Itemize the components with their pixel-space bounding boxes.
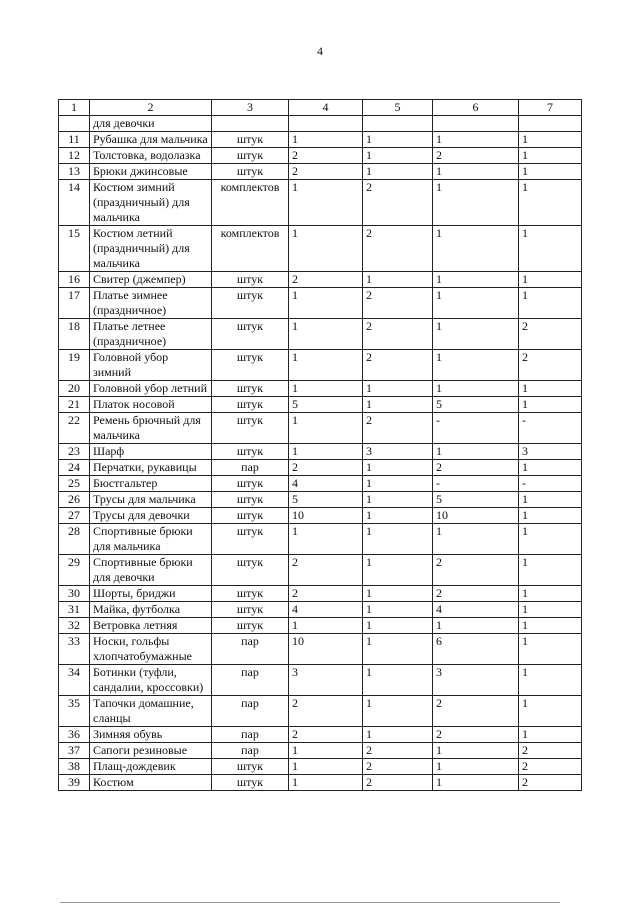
table-row xyxy=(59,665,582,696)
row-number-cell: 19 xyxy=(59,350,90,381)
col-5-value-cell: 1 xyxy=(363,508,433,524)
col-4-value-cell: 2 xyxy=(289,586,363,602)
col-7-value-cell: 1 xyxy=(519,555,582,586)
col-6-value-cell: 5 xyxy=(433,397,519,413)
table-row xyxy=(59,164,582,180)
table-row xyxy=(59,397,582,413)
col-4-value-cell: 1 xyxy=(289,524,363,555)
col-5-value-cell: 2 xyxy=(363,775,433,791)
col-4-value-cell: 2 xyxy=(289,555,363,586)
table-row xyxy=(59,743,582,759)
col-7-value-cell: 1 xyxy=(519,586,582,602)
col-4-value-cell: 1 xyxy=(289,775,363,791)
unit-cell xyxy=(212,116,289,132)
page-number: 4 xyxy=(317,44,323,58)
col-4-value-cell: 1 xyxy=(289,381,363,397)
col-7-value-cell: 1 xyxy=(519,524,582,555)
col-5-value-cell: 2 xyxy=(363,288,433,319)
row-number-cell: 12 xyxy=(59,148,90,164)
unit-cell: штук xyxy=(212,586,289,602)
col-7-value-cell: 1 xyxy=(519,460,582,476)
col-6-value-cell: 1 xyxy=(433,444,519,460)
item-name-cell: Сапоги резиновые xyxy=(90,743,212,759)
item-name-cell: Костюм зимний (праздничный) для мальчика xyxy=(90,180,212,226)
col-5-value-cell: 1 xyxy=(363,272,433,288)
col-4-value-cell: 1 xyxy=(289,226,363,272)
col-5-value-cell: 1 xyxy=(363,148,433,164)
col-4-value-cell: 5 xyxy=(289,397,363,413)
row-number-cell: 37 xyxy=(59,743,90,759)
row-number-cell: 34 xyxy=(59,665,90,696)
item-name-cell: Платок носовой xyxy=(90,397,212,413)
col-6-value-cell: 1 xyxy=(433,132,519,148)
col-5-value-cell: 1 xyxy=(363,492,433,508)
row-number-cell: 18 xyxy=(59,319,90,350)
row-number-cell: 20 xyxy=(59,381,90,397)
col-4-value-cell: 10 xyxy=(289,634,363,665)
table-row xyxy=(59,288,582,319)
col-4-value-cell: 1 xyxy=(289,743,363,759)
clothing-norms-table xyxy=(58,99,582,791)
col-5-value-cell xyxy=(363,116,433,132)
col-4-value-cell: 2 xyxy=(289,272,363,288)
item-name-cell: Спортивные брюки для мальчика xyxy=(90,524,212,555)
unit-cell: штук xyxy=(212,602,289,618)
table-row xyxy=(59,381,582,397)
item-name-cell: Брюки джинсовые xyxy=(90,164,212,180)
row-number-cell: 11 xyxy=(59,132,90,148)
unit-cell: штук xyxy=(212,508,289,524)
table-row xyxy=(59,413,582,444)
col-7-value-cell: 1 xyxy=(519,696,582,727)
row-number-cell: 17 xyxy=(59,288,90,319)
col-5-value-cell: 2 xyxy=(363,743,433,759)
col-5-value-cell: 1 xyxy=(363,665,433,696)
unit-cell: пар xyxy=(212,460,289,476)
col-5-value-cell: 2 xyxy=(363,226,433,272)
col-6-value-cell xyxy=(433,116,519,132)
item-name-cell: Свитер (джемпер) xyxy=(90,272,212,288)
row-number-cell: 16 xyxy=(59,272,90,288)
col-7-value-cell: 1 xyxy=(519,180,582,226)
col-5-value-cell: 2 xyxy=(363,180,433,226)
table-row xyxy=(59,148,582,164)
row-number-cell: 13 xyxy=(59,164,90,180)
col-6-value-cell: 1 xyxy=(433,288,519,319)
col-6-value-cell: - xyxy=(433,413,519,444)
unit-cell: штук xyxy=(212,319,289,350)
col-7-value-cell: 1 xyxy=(519,132,582,148)
col-5-value-cell: 1 xyxy=(363,618,433,634)
col-7-value-cell: 1 xyxy=(519,226,582,272)
unit-cell: штук xyxy=(212,381,289,397)
unit-cell: штук xyxy=(212,618,289,634)
col-6-value-cell: 1 xyxy=(433,350,519,381)
table-row xyxy=(59,272,582,288)
row-number-cell: 39 xyxy=(59,775,90,791)
page-bottom-edge xyxy=(60,902,560,903)
col-7-value-cell: 1 xyxy=(519,602,582,618)
table-header-row xyxy=(59,100,582,116)
col-4-value-cell: 5 xyxy=(289,492,363,508)
col-5-value-cell: 1 xyxy=(363,381,433,397)
col-7-value-cell: 3 xyxy=(519,444,582,460)
col-5-value-cell: 1 xyxy=(363,524,433,555)
row-number-cell: 35 xyxy=(59,696,90,727)
table-row xyxy=(59,618,582,634)
col-6-value-cell: 1 xyxy=(433,164,519,180)
col-6-value-cell: 2 xyxy=(433,727,519,743)
row-number-cell: 28 xyxy=(59,524,90,555)
col-7-value-cell: 1 xyxy=(519,618,582,634)
item-name-cell: Трусы для девочки xyxy=(90,508,212,524)
col-6-value-cell: 1 xyxy=(433,743,519,759)
col-6-value-cell: 2 xyxy=(433,586,519,602)
unit-cell: пар xyxy=(212,727,289,743)
col-5-value-cell: 3 xyxy=(363,444,433,460)
row-number-cell: 22 xyxy=(59,413,90,444)
col-4-value-cell: 1 xyxy=(289,759,363,775)
col-4-value-cell: 1 xyxy=(289,413,363,444)
table-row xyxy=(59,226,582,272)
unit-cell: штук xyxy=(212,555,289,586)
row-number-cell xyxy=(59,116,90,132)
item-name-cell: Шорты, бриджи xyxy=(90,586,212,602)
unit-cell: штук xyxy=(212,272,289,288)
col-7-value-cell: - xyxy=(519,476,582,492)
col-7-value-cell xyxy=(519,116,582,132)
col-7-value-cell: 1 xyxy=(519,164,582,180)
col-6-value-cell: 6 xyxy=(433,634,519,665)
col-6-value-cell: 2 xyxy=(433,696,519,727)
table-row xyxy=(59,727,582,743)
col-5-value-cell: 2 xyxy=(363,319,433,350)
col-4-value-cell: 1 xyxy=(289,132,363,148)
col-5-value-cell: 1 xyxy=(363,460,433,476)
col-4-value-cell: 1 xyxy=(289,180,363,226)
unit-cell: штук xyxy=(212,397,289,413)
col-4-value-cell: 2 xyxy=(289,727,363,743)
table-row xyxy=(59,460,582,476)
header-cell: 4 xyxy=(289,100,363,116)
col-5-value-cell: 2 xyxy=(363,413,433,444)
col-4-value-cell: 2 xyxy=(289,460,363,476)
col-7-value-cell: 2 xyxy=(519,319,582,350)
table-row xyxy=(59,350,582,381)
col-7-value-cell: 2 xyxy=(519,775,582,791)
col-7-value-cell: 1 xyxy=(519,397,582,413)
col-6-value-cell: 10 xyxy=(433,508,519,524)
row-number-cell: 36 xyxy=(59,727,90,743)
col-7-value-cell: 1 xyxy=(519,381,582,397)
col-5-value-cell: 1 xyxy=(363,602,433,618)
col-4-value-cell xyxy=(289,116,363,132)
table-row xyxy=(59,116,582,132)
col-6-value-cell: 1 xyxy=(433,381,519,397)
col-6-value-cell: 4 xyxy=(433,602,519,618)
unit-cell: штук xyxy=(212,132,289,148)
col-6-value-cell: 2 xyxy=(433,460,519,476)
unit-cell: комплектов xyxy=(212,226,289,272)
col-7-value-cell: 1 xyxy=(519,492,582,508)
col-4-value-cell: 2 xyxy=(289,164,363,180)
item-name-cell: Трусы для мальчика xyxy=(90,492,212,508)
col-7-value-cell: 1 xyxy=(519,288,582,319)
unit-cell: штук xyxy=(212,164,289,180)
item-name-cell: Тапочки домашние, сланцы xyxy=(90,696,212,727)
item-name-cell: Толстовка, водолазка xyxy=(90,148,212,164)
col-5-value-cell: 1 xyxy=(363,476,433,492)
col-7-value-cell: 1 xyxy=(519,508,582,524)
col-5-value-cell: 1 xyxy=(363,634,433,665)
item-name-cell: Рубашка для мальчика xyxy=(90,132,212,148)
col-4-value-cell: 1 xyxy=(289,319,363,350)
unit-cell: штук xyxy=(212,476,289,492)
unit-cell: штук xyxy=(212,775,289,791)
item-name-cell: Носки, гольфы хлопчатобумажные xyxy=(90,634,212,665)
row-number-cell: 32 xyxy=(59,618,90,634)
item-name-cell: Головной убор зимний xyxy=(90,350,212,381)
col-6-value-cell: 1 xyxy=(433,272,519,288)
table-row xyxy=(59,476,582,492)
row-number-cell: 30 xyxy=(59,586,90,602)
col-4-value-cell: 1 xyxy=(289,288,363,319)
unit-cell: пар xyxy=(212,634,289,665)
table-row xyxy=(59,492,582,508)
col-4-value-cell: 1 xyxy=(289,618,363,634)
item-name-cell: Зимняя обувь xyxy=(90,727,212,743)
table-row xyxy=(59,524,582,555)
col-7-value-cell: 1 xyxy=(519,148,582,164)
table-row xyxy=(59,555,582,586)
col-6-value-cell: 1 xyxy=(433,180,519,226)
row-number-cell: 38 xyxy=(59,759,90,775)
table-row xyxy=(59,132,582,148)
item-name-cell: Костюм летний (праздничный) для мальчика xyxy=(90,226,212,272)
item-name-cell: Головной убор летний xyxy=(90,381,212,397)
col-6-value-cell: 1 xyxy=(433,524,519,555)
header-cell: 6 xyxy=(433,100,519,116)
col-5-value-cell: 1 xyxy=(363,164,433,180)
unit-cell: штук xyxy=(212,288,289,319)
row-number-cell: 23 xyxy=(59,444,90,460)
unit-cell: штук xyxy=(212,413,289,444)
table-row xyxy=(59,586,582,602)
col-4-value-cell: 1 xyxy=(289,444,363,460)
col-6-value-cell: 1 xyxy=(433,618,519,634)
table-row xyxy=(59,696,582,727)
row-number-cell: 31 xyxy=(59,602,90,618)
item-name-cell: Ремень брючный для мальчика xyxy=(90,413,212,444)
row-number-cell: 21 xyxy=(59,397,90,413)
col-7-value-cell: 1 xyxy=(519,272,582,288)
item-name-cell: Платье летнее (праздничное) xyxy=(90,319,212,350)
col-7-value-cell: 2 xyxy=(519,759,582,775)
col-6-value-cell: 2 xyxy=(433,555,519,586)
col-5-value-cell: 1 xyxy=(363,727,433,743)
unit-cell: штук xyxy=(212,350,289,381)
item-name-cell: Ветровка летняя xyxy=(90,618,212,634)
col-6-value-cell: - xyxy=(433,476,519,492)
row-number-cell: 27 xyxy=(59,508,90,524)
col-4-value-cell: 2 xyxy=(289,148,363,164)
col-6-value-cell: 1 xyxy=(433,775,519,791)
row-number-cell: 29 xyxy=(59,555,90,586)
col-6-value-cell: 1 xyxy=(433,759,519,775)
item-name-cell: Перчатки, рукавицы xyxy=(90,460,212,476)
item-name-cell: Бюстгальтер xyxy=(90,476,212,492)
col-7-value-cell: 1 xyxy=(519,727,582,743)
col-4-value-cell: 4 xyxy=(289,602,363,618)
table-row xyxy=(59,508,582,524)
col-7-value-cell: 2 xyxy=(519,743,582,759)
col-7-value-cell: 1 xyxy=(519,634,582,665)
col-5-value-cell: 1 xyxy=(363,132,433,148)
table-row xyxy=(59,180,582,226)
item-name-cell: Платье зимнее (праздничное) xyxy=(90,288,212,319)
item-name-cell: Шарф xyxy=(90,444,212,460)
row-number-cell: 25 xyxy=(59,476,90,492)
item-name-cell: Спортивные брюки для девочки xyxy=(90,555,212,586)
col-7-value-cell: - xyxy=(519,413,582,444)
unit-cell: комплектов xyxy=(212,180,289,226)
table-row xyxy=(59,775,582,791)
header-cell: 5 xyxy=(363,100,433,116)
item-name-cell: Плащ-дождевик xyxy=(90,759,212,775)
col-5-value-cell: 1 xyxy=(363,586,433,602)
table-row xyxy=(59,444,582,460)
item-name-cell: для девочки xyxy=(90,116,212,132)
col-7-value-cell: 2 xyxy=(519,350,582,381)
unit-cell: штук xyxy=(212,148,289,164)
unit-cell: пар xyxy=(212,696,289,727)
col-6-value-cell: 2 xyxy=(433,148,519,164)
col-5-value-cell: 1 xyxy=(363,555,433,586)
row-number-cell: 15 xyxy=(59,226,90,272)
unit-cell: пар xyxy=(212,743,289,759)
unit-cell: штук xyxy=(212,759,289,775)
item-name-cell: Майка, футболка xyxy=(90,602,212,618)
table-row xyxy=(59,319,582,350)
col-7-value-cell: 1 xyxy=(519,665,582,696)
col-4-value-cell: 10 xyxy=(289,508,363,524)
col-6-value-cell: 5 xyxy=(433,492,519,508)
col-6-value-cell: 3 xyxy=(433,665,519,696)
col-4-value-cell: 3 xyxy=(289,665,363,696)
col-4-value-cell: 1 xyxy=(289,350,363,381)
header-cell: 2 xyxy=(90,100,212,116)
col-5-value-cell: 2 xyxy=(363,759,433,775)
header-cell: 3 xyxy=(212,100,289,116)
item-name-cell: Ботинки (туфли, сандалии, кроссовки) xyxy=(90,665,212,696)
col-5-value-cell: 1 xyxy=(363,397,433,413)
table-row xyxy=(59,602,582,618)
row-number-cell: 24 xyxy=(59,460,90,476)
table-row xyxy=(59,759,582,775)
col-6-value-cell: 1 xyxy=(433,226,519,272)
unit-cell: пар xyxy=(212,665,289,696)
unit-cell: штук xyxy=(212,492,289,508)
unit-cell: штук xyxy=(212,444,289,460)
col-5-value-cell: 2 xyxy=(363,350,433,381)
header-cell: 7 xyxy=(519,100,582,116)
col-4-value-cell: 2 xyxy=(289,696,363,727)
col-6-value-cell: 1 xyxy=(433,319,519,350)
row-number-cell: 33 xyxy=(59,634,90,665)
unit-cell: штук xyxy=(212,524,289,555)
table-row xyxy=(59,634,582,665)
item-name-cell: Костюм xyxy=(90,775,212,791)
row-number-cell: 26 xyxy=(59,492,90,508)
row-number-cell: 14 xyxy=(59,180,90,226)
col-5-value-cell: 1 xyxy=(363,696,433,727)
col-4-value-cell: 4 xyxy=(289,476,363,492)
header-cell: 1 xyxy=(59,100,90,116)
